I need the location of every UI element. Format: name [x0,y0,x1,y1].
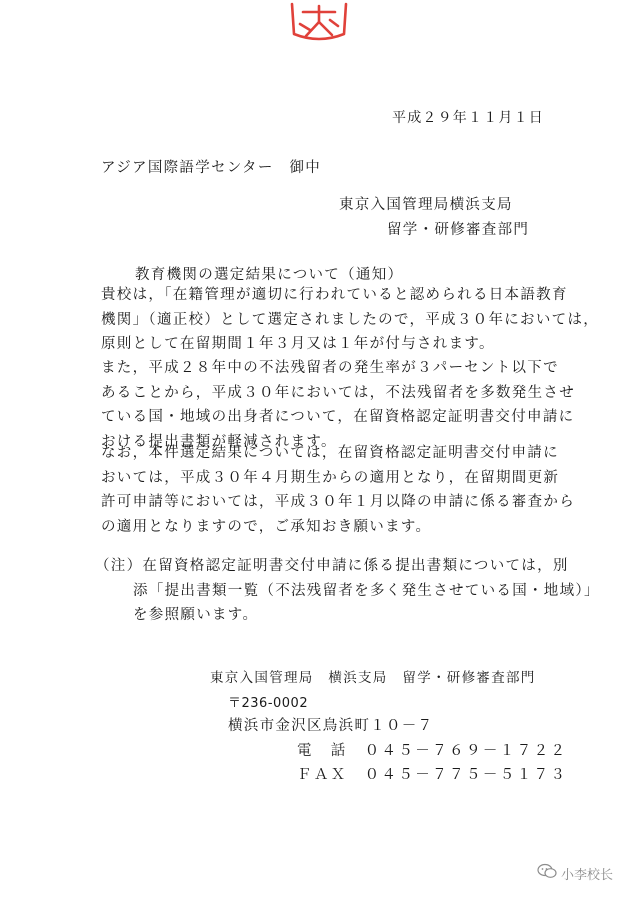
paragraph-line: なお，本件選定結果については，在留資格認定証明書交付申請に [101,445,559,461]
note-line: 添「提出書類一覧（不法残留者を多く発生させている国・地域）」 [133,582,600,599]
note-line: （注）在留資格認定証明書交付申請に係る提出書類については，別 [95,558,569,574]
paragraph-line: おける提出書類が軽減されます。 [101,433,337,450]
paragraph-line: ている国・地域の出身者について，在留資格認定証明書交付申請に [101,409,575,425]
paragraph-line: あることから，平成３０年においては，不法残留者を多数発生させ [101,384,575,401]
footer-fax: ＦＡＸ ０４５－７７５－５１７３ [297,767,568,783]
paragraph-line: 機関」（適正校）として選定されましたので，平成３０年においては， [101,311,600,328]
paragraph-line: 許可申請等においては，平成３０年１月以降の申請に係る審査から [101,494,575,510]
note-line: を参照願います。 [133,607,259,623]
footer-phone: 電 話 ０４５－７６９－１７２２ [297,743,568,759]
paragraph-line: また，平成２８年中の不法残留者の発生率が３パーセント以下で [101,360,559,376]
paragraph-1 [101,285,600,359]
paragraph-line: 貴校は，「在籍管理が適切に行われていると認められる日本語教育 [101,287,568,303]
sender-org: 東京入国管理局横浜支局 [339,197,513,213]
watermark-text: 小李校长 [561,867,614,883]
paragraph-line: おいては，平成３０年４月期生からの適用となり，在留期間更新 [101,469,560,486]
paragraph-line: 原則として在留期間１年３月又は１年が付与されます。 [101,336,495,352]
note [95,556,600,630]
footer-address: 横浜市金沢区鳥浜町１０－７ [228,718,434,734]
official-seal [286,0,352,44]
recipient: アジア国際語学センター 御中 [101,160,322,176]
footer-postal-code: 〒236-0002 [228,696,309,711]
wechat-icon [537,863,557,883]
document-date: 平成２９年１１月１日 [392,110,544,126]
sender-dept: 留学・研修審査部門 [387,222,530,238]
paragraph-line: の適用となりますので，ご承知おき願います。 [101,518,432,535]
paragraph-3 [101,443,575,541]
paragraph-2 [101,358,575,456]
footer-org: 東京入国管理局 横浜支局 留学・研修審査部門 [210,670,536,686]
subject: 教育機関の選定結果について（通知） [135,267,404,283]
watermark [537,863,613,883]
